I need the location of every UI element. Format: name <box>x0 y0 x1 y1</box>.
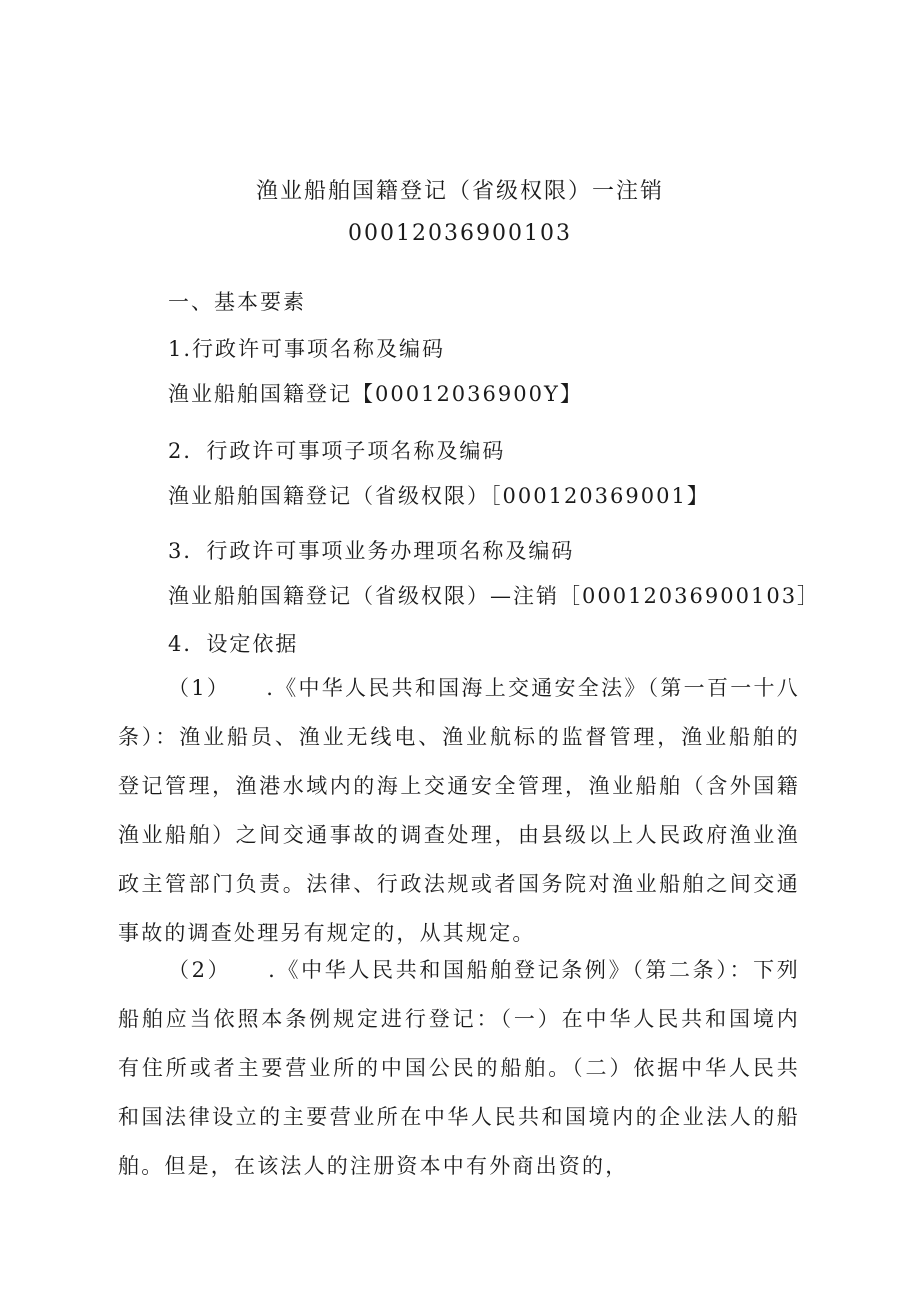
item3-value: 渔业船舶国籍登记（省级权限）—注销［00012036900103］ <box>168 584 821 608</box>
item3-heading: 3．行政许可事项业务办理项名称及编码 <box>168 539 575 563</box>
document-code: 00012036900103 <box>348 221 572 246</box>
section-heading-basic-elements: 一、基本要素 <box>168 290 306 314</box>
item1-heading: 1.行政许可事项名称及编码 <box>168 337 446 361</box>
item1-value: 渔业船舶国籍登记【00012036900Y】 <box>168 382 583 406</box>
basis-paragraph-1: （1） .《中华人民共和国海上交通安全法》（第一百一十八条）：渔业船员、渔业无线电、渔业航标的监督管理，渔业船舶的登记管理，渔港水域内的海上交通安全管理，渔业船舶（含外国籍渔业船舶）之间交通事故的调查处理，由县级以上人民政府渔业渔政主管部门负责。法律、行政法规或者国务院对渔业船舶之间交通事故的调查处理另有规定的，从其规定。 <box>118 676 800 945</box>
item2-heading: 2．行政许可事项子项名称及编码 <box>168 439 506 463</box>
document-title: 渔业船舶国籍登记（省级权限）一注销 <box>255 179 664 204</box>
item2-value: 渔业船舶国籍登记（省级权限）［000120369001】 <box>168 484 710 508</box>
item4-heading: 4．设定依据 <box>168 632 299 656</box>
basis-paragraph-2: （2） .《中华人民共和国船舶登记条例》（第二条）：下列船舶应当依照本条例规定进行登记：（一）在中华人民共和国境内有住所或者主要营业所的中国公民的船舶。（二）依据中华人民共和国法律设立的主要营业所在中华人民共和国境内的企业法人的船舶。但是，在该法人的注册资本中有外商出资的， <box>118 958 800 1178</box>
